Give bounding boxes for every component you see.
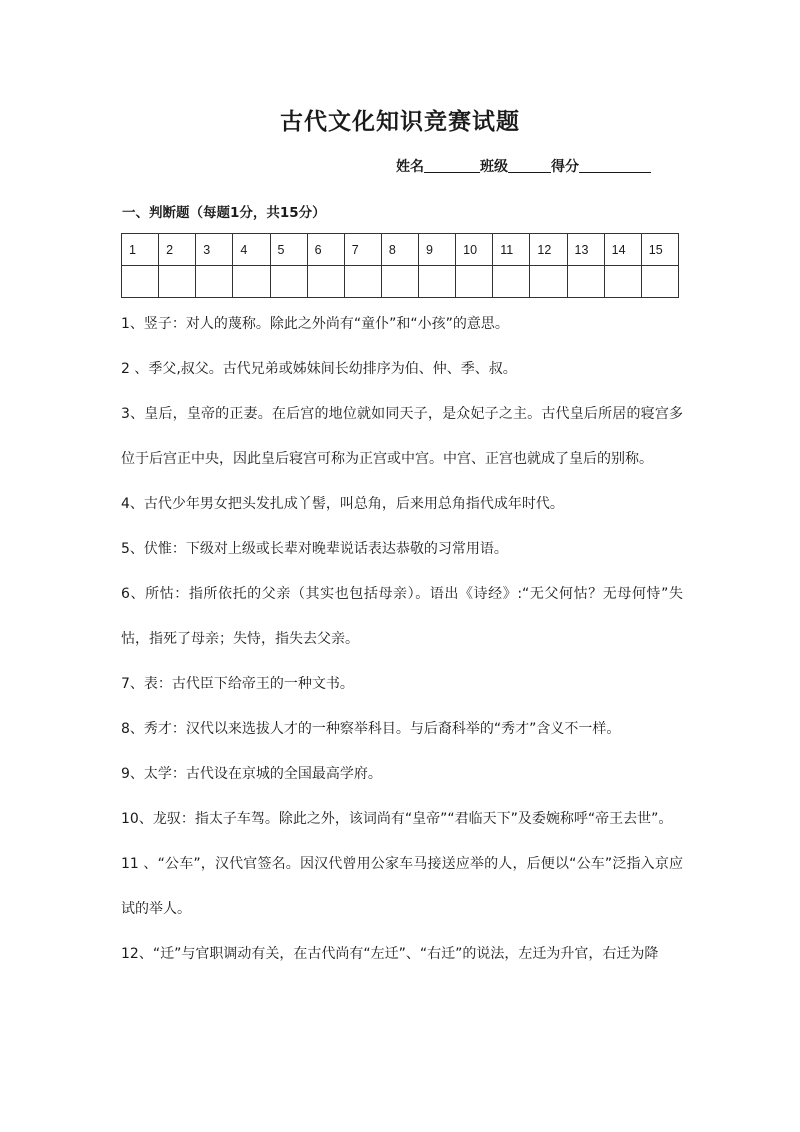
answer-cell[interactable] [456,266,493,298]
answer-cell[interactable] [270,266,307,298]
question-number: 1 [122,234,159,266]
answer-cell[interactable] [307,266,344,298]
question-number: 6 [307,234,344,266]
question-number: 9 [419,234,456,266]
question-list [121,302,683,977]
question-item-5: 5、伏惟：下级对上级或长辈对晚辈说话表达恭敬的习常用语。 [121,541,508,557]
answer-cell[interactable] [233,266,270,298]
answer-table [121,233,679,298]
question-number: 14 [604,234,641,266]
answer-cell[interactable] [159,266,196,298]
question-number: 8 [381,234,418,266]
answer-cell[interactable] [567,266,604,298]
question-number: 10 [456,234,493,266]
student-info-line [396,156,651,176]
answer-cell[interactable] [604,266,641,298]
answer-blank-row [122,266,679,298]
section-heading: 一、判断题（每题1分，共15分） [122,205,326,221]
class-blank[interactable] [508,158,551,173]
question-item-6: 6、所怙：指所依托的父亲（其实也包括母亲）。语出《诗经》:“无父何怙？无母何恃”失怙，指死了母亲；失恃，指失去父亲。 [121,586,683,647]
question-item-11: 11 、“公车”，汉代官签名。因汉代曾用公家车马接送应举的人，后便以“公车”泛指入京应试的举人。 [121,856,683,917]
answer-cell[interactable] [122,266,159,298]
class-label: 班级 [480,159,508,175]
question-number: 2 [159,234,196,266]
question-item-1: 1、竖子：对人的蔑称。除此之外尚有“童仆”和“小孩”的意思。 [121,316,509,332]
score-blank[interactable] [579,158,651,173]
answer-cell[interactable] [641,266,678,298]
answer-number-row [122,234,679,266]
answer-cell[interactable] [196,266,233,298]
question-number: 15 [641,234,678,266]
answer-cell[interactable] [344,266,381,298]
question-number: 3 [196,234,233,266]
question-item-7: 7、表：古代臣下给帝王的一种文书。 [121,676,354,692]
question-item-10: 10、龙驭：指太子车驾。除此之外，该词尚有“皇帝”“君临天下”及委婉称呼“帝王去世”。 [121,811,673,827]
question-number: 7 [344,234,381,266]
question-number: 12 [530,234,567,266]
question-number: 13 [567,234,604,266]
question-number: 5 [270,234,307,266]
question-number: 4 [233,234,270,266]
question-item-12: 12、“迁”与官职调动有关，在古代尚有“左迁”、“右迁”的说法，左迁为升官，右迁为降 [121,946,659,962]
question-item-8: 8、秀才：汉代以来选拔人才的一种察举科目。与后裔科举的“秀才”含义不一样。 [121,721,621,737]
page-title: 古代文化知识竞赛试题 [280,109,520,135]
question-item-2: 2 、季父,叔父。古代兄弟或姊妹间长幼排序为伯、仲、季、叔。 [121,361,517,377]
name-label: 姓名 [396,159,424,175]
answer-cell[interactable] [493,266,530,298]
question-item-4: 4、古代少年男女把头发扎成丫髻，叫总角，后来用总角指代成年时代。 [121,496,564,512]
name-blank[interactable] [424,158,480,173]
answer-cell[interactable] [530,266,567,298]
answer-cell[interactable] [419,266,456,298]
answer-cell[interactable] [381,266,418,298]
question-item-9: 9、太学：古代设在京城的全国最高学府。 [121,766,382,782]
score-label: 得分 [551,159,579,175]
question-item-3: 3、皇后，皇帝的正妻。在后宫的地位就如同天子，是众妃子之主。古代皇后所居的寝宫多位于后宫正中央，因此皇后寝宫可称为正宫或中宫。中宫、正宫也就成了皇后的别称。 [121,406,683,467]
question-number: 11 [493,234,530,266]
